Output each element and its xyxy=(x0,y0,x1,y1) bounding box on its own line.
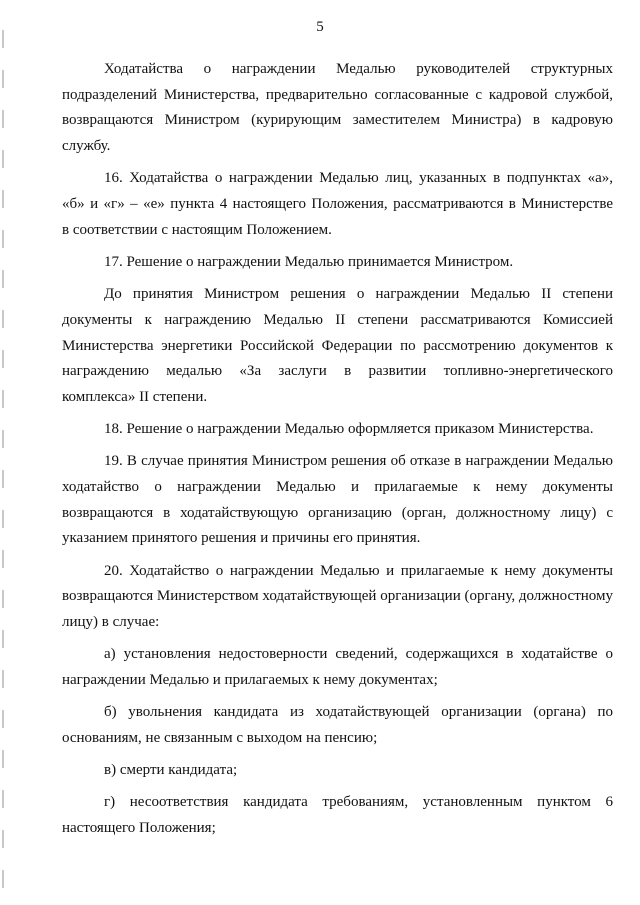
text-line: лицу) в случае: xyxy=(62,614,160,631)
text-line: 17. Решение о награждении Медалью принимается Министром. xyxy=(104,253,514,270)
document-body xyxy=(62,57,613,848)
scan-edge-mark xyxy=(2,30,4,890)
text-line: в) смерти кандидата; xyxy=(104,762,238,779)
text-line: в соответствии с настоящим Положением. xyxy=(62,221,332,238)
text-line: 18. Решение о награждении Медалью оформляется приказом Министерства. xyxy=(104,421,594,438)
paragraph-p-16 xyxy=(62,166,613,243)
text-line: г) несоответствия кандидата требованиям, установленным пунктом 6 xyxy=(104,794,613,811)
text-line: комплекса» II степени. xyxy=(62,388,208,405)
text-line: 19. В случае принятия Министром решения об отказе в награждении Медалью xyxy=(104,453,613,470)
text-line: награждению медалью «За заслуги в развитии топливно-энергетического xyxy=(62,363,613,380)
text-line: награждении Медалью и прилагаемых к нему документах; xyxy=(62,671,438,688)
text-line: Министерства энергетики Российской Федерации по рассмотрению документов к xyxy=(62,337,613,354)
page-number: 5 xyxy=(316,19,324,35)
text-line: а) установления недостоверности сведений, содержащихся в ходатайстве о xyxy=(104,646,613,663)
text-line: возвращаются Министерством ходатайствующей организации (органу, должностному xyxy=(62,588,613,605)
text-line: 16. Ходатайства о награждении Медалью лиц, указанных в подпунктах «а», xyxy=(104,170,613,187)
text-line: возвращаются в ходатайствующую организацию (орган, должностному лицу) с xyxy=(62,504,613,521)
text-line: б) увольнения кандидата из ходатайствующей организации (органа) по xyxy=(104,704,613,721)
paragraph-p-17 xyxy=(62,250,613,276)
paragraph-p-20-g xyxy=(62,790,613,841)
paragraph-p-18 xyxy=(62,417,613,443)
text-line: подразделений Министерства, предварительно согласованные с кадровой службой, xyxy=(62,86,613,103)
text-line: основаниям, не связанным с выходом на пенсию; xyxy=(62,729,378,746)
text-line: До принятия Министром решения о награждении Медалью II степени xyxy=(104,286,613,303)
text-line: ходатайство о награждении Медалью и прилагаемые к нему документы xyxy=(62,479,613,496)
paragraph-p-submissions-return xyxy=(62,57,613,160)
paragraph-p-19 xyxy=(62,449,613,552)
text-line: службу. xyxy=(62,138,111,155)
text-line: документы к награждению Медалью II степени рассматриваются Комиссией xyxy=(62,311,613,328)
text-line: Ходатайства о награждении Медалью руководителей структурных xyxy=(104,61,613,77)
paragraph-p-17-commission xyxy=(62,282,613,411)
text-line: настоящего Положения; xyxy=(62,819,216,836)
paragraph-p-20 xyxy=(62,559,613,636)
paragraph-p-20-b xyxy=(62,700,613,751)
paragraph-p-20-v xyxy=(62,758,613,784)
text-line: 20. Ходатайство о награждении Медалью и прилагаемые к нему документы xyxy=(104,562,613,579)
paragraph-p-20-a xyxy=(62,642,613,693)
text-line: «б» и «г» – «е» пункта 4 настоящего Положения, рассматриваются в Министерстве xyxy=(62,196,613,213)
text-line: указанием принятого решения и причины его принятия. xyxy=(62,530,421,547)
text-line: возвращаются Министром (курирующим заместителем Министра) в кадровую xyxy=(62,112,613,129)
